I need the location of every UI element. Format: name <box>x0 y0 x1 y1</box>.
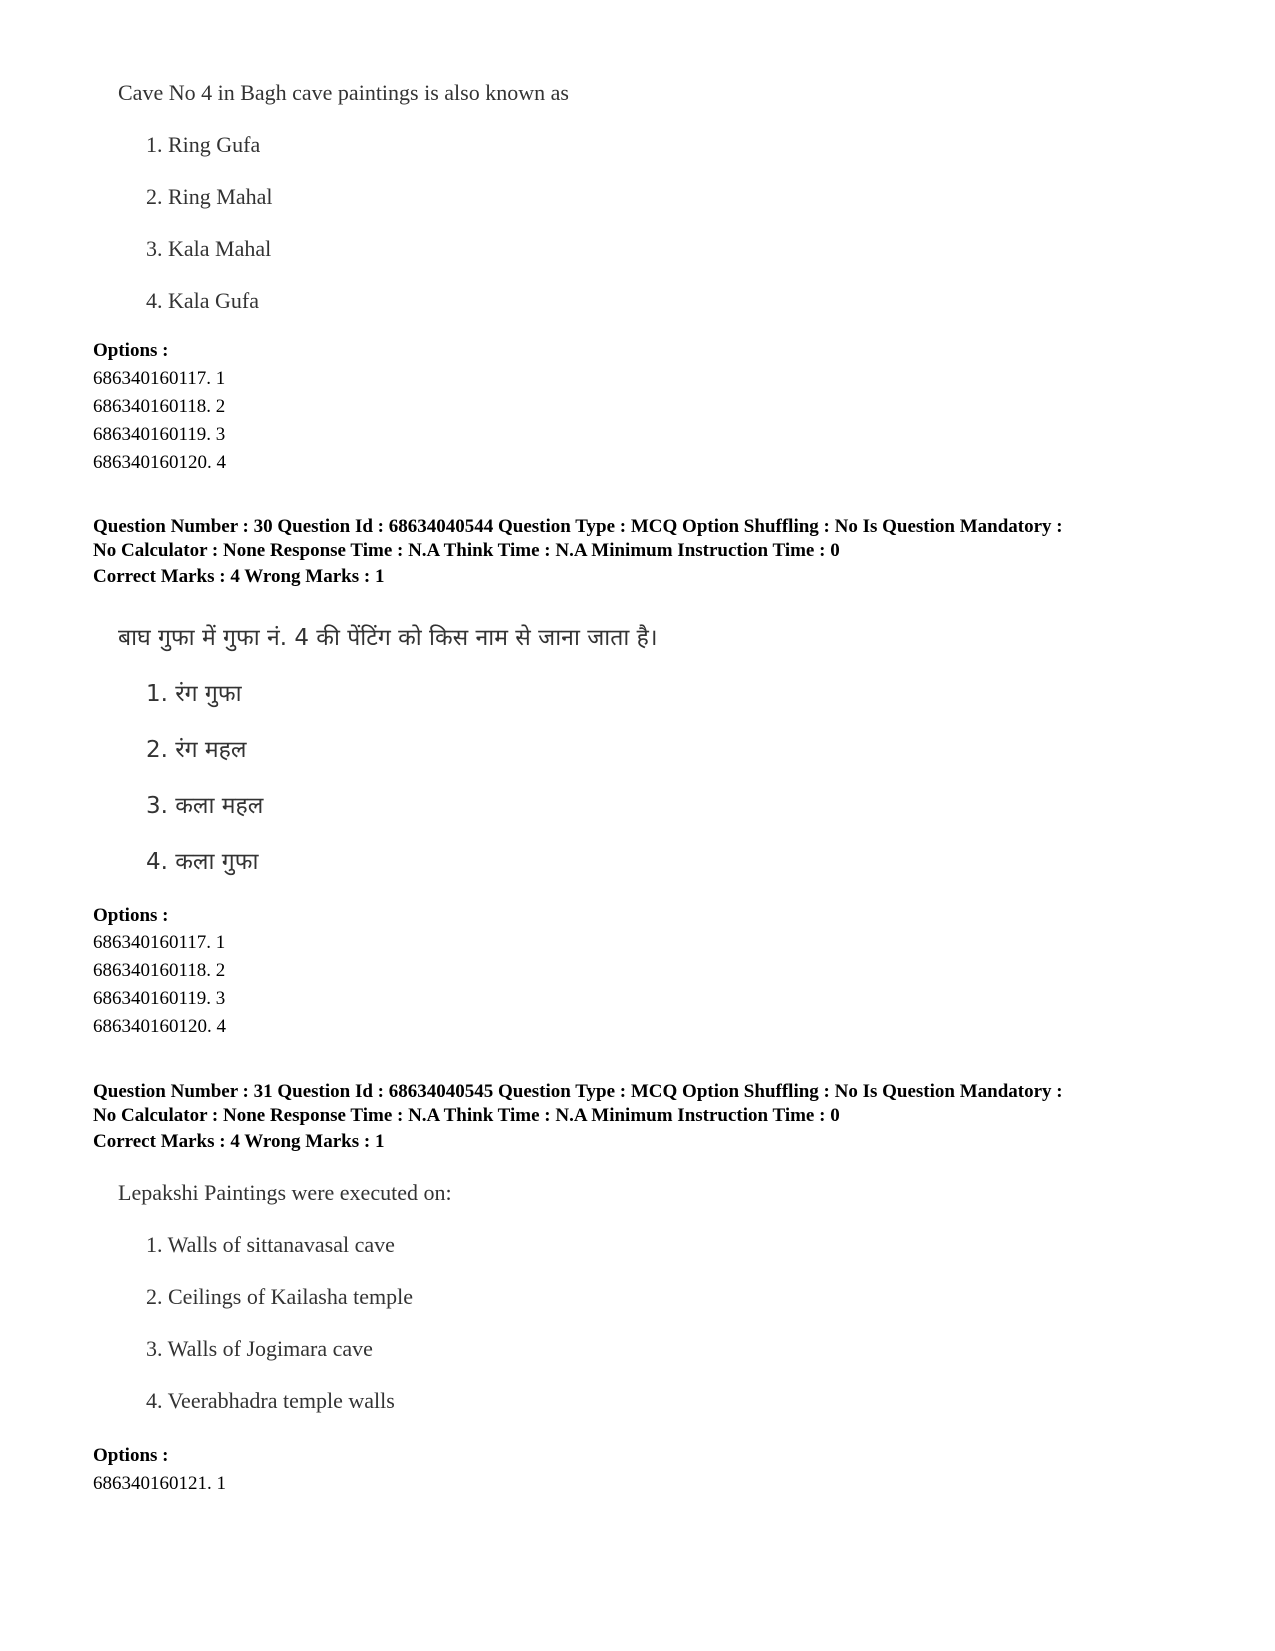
question-text: बाघ गुफा में गुफा नं. 4 की पेंटिंग को किस नाम से जाना जाता है। <box>118 625 658 651</box>
question-meta-line-2: No Calculator : None Response Time : N.A Think Time : N.A Minimum Instruction Time : 0 <box>93 540 840 561</box>
choice-4: 4. कला गुफा <box>146 849 259 875</box>
question-meta-line-2: No Calculator : None Response Time : N.A Think Time : N.A Minimum Instruction Time : 0 <box>93 1105 840 1126</box>
option-id-line: 686340160119. 3 <box>93 988 226 1009</box>
option-id-line: 686340160117. 1 <box>93 368 226 389</box>
question-meta-line-1: Question Number : 30 Question Id : 68634040544 Question Type : MCQ Option Shuffling : No Is Question Mandatory : <box>93 516 1063 537</box>
question-text: Lepakshi Paintings were executed on: <box>118 1180 452 1205</box>
options-label: Options : <box>93 1445 169 1466</box>
options-label: Options : <box>93 905 169 926</box>
choice-1: 1. Ring Gufa <box>146 132 261 157</box>
option-id-line: 686340160118. 2 <box>93 396 226 417</box>
choice-3: 3. Walls of Jogimara cave <box>146 1336 373 1361</box>
choice-2: 2. Ring Mahal <box>146 184 273 209</box>
choice-2: 2. रंग महल <box>146 737 247 763</box>
choice-3: 3. Kala Mahal <box>146 236 272 261</box>
marks-line: Correct Marks : 4 Wrong Marks : 1 <box>93 1131 385 1152</box>
choice-4: 4. Kala Gufa <box>146 288 260 313</box>
option-id-line: 686340160120. 4 <box>93 1016 226 1037</box>
choice-2: 2. Ceilings of Kailasha temple <box>146 1284 413 1309</box>
choice-1: 1. रंग गुफा <box>146 681 242 707</box>
options-label: Options : <box>93 340 169 361</box>
choice-3: 3. कला महल <box>146 793 264 819</box>
question-meta <box>93 1080 1213 1128</box>
option-id-line: 686340160118. 2 <box>93 960 226 981</box>
option-id-line: 686340160117. 1 <box>93 932 226 953</box>
question-meta <box>93 515 1213 563</box>
option-id-line: 686340160119. 3 <box>93 424 226 445</box>
choice-4: 4. Veerabhadra temple walls <box>146 1388 395 1413</box>
marks-line: Correct Marks : 4 Wrong Marks : 1 <box>93 566 385 587</box>
option-id-line: 686340160121. 1 <box>93 1473 226 1494</box>
option-id-line: 686340160120. 4 <box>93 452 226 473</box>
question-text: Cave No 4 in Bagh cave paintings is also known as <box>118 80 569 105</box>
question-meta-line-1: Question Number : 31 Question Id : 68634040545 Question Type : MCQ Option Shuffling : No Is Question Mandatory : <box>93 1081 1063 1102</box>
choice-1: 1. Walls of sittanavasal cave <box>146 1232 395 1257</box>
